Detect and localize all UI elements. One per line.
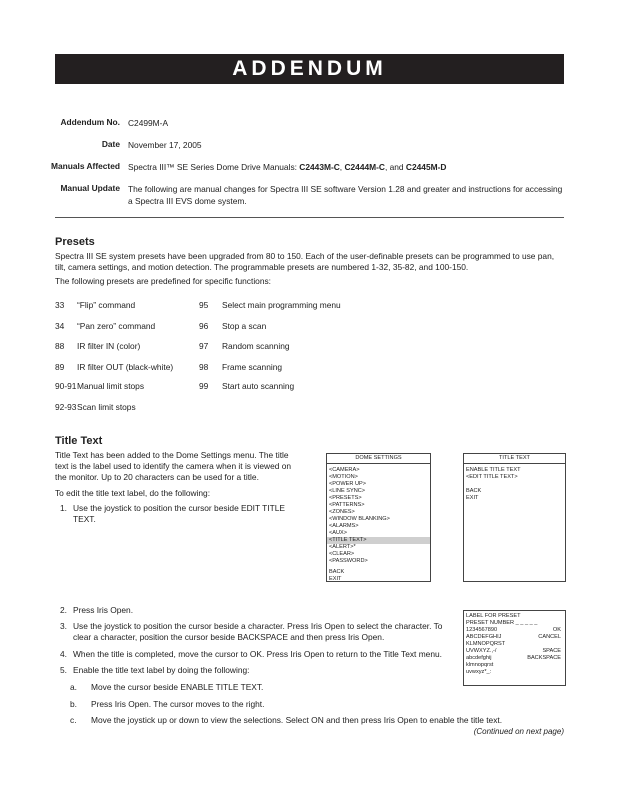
menu-item-enable-title-text[interactable]: ENABLE TITLE TEXT — [466, 467, 521, 473]
presets-paragraph: Spectra III SE system presets have been upgraded from 80 to 150. Each of the user-definable presets can be programmed to use pan, tilt, camera settings, and motion detection. The programmable presets are numbered 1-32, 35-82, and 100-150. — [55, 251, 555, 272]
manuals-prefix: Spectra III™ SE Series Dome Drive Manuals: — [128, 162, 300, 172]
preset-description: Start auto scanning — [222, 381, 295, 391]
character-row — [464, 662, 565, 669]
preset-description: IR filter IN (color) — [77, 341, 141, 351]
title-text-header: TITLE TEXT — [464, 454, 565, 464]
manual-separator: , and — [384, 162, 406, 172]
space-option[interactable]: SPACE — [542, 648, 561, 654]
menu-item-back[interactable]: BACK — [466, 488, 482, 494]
menu-item-aux[interactable]: <AUX> — [329, 530, 348, 536]
substep-text: Press Iris Open. The cursor moves to the right. — [91, 699, 265, 709]
preset-description: IR filter OUT (black-white) — [77, 362, 174, 372]
menu-item-password[interactable]: <PASSWORD> — [329, 558, 368, 564]
continued-note: (Continued on next page) — [473, 727, 564, 736]
preset-number: 89 — [55, 362, 65, 372]
date-label: Date — [101, 139, 120, 149]
step-number: 1. — [60, 503, 67, 513]
step-number: 2. — [60, 605, 67, 615]
title-text-heading: Title Text — [55, 435, 103, 447]
presets-heading: Presets — [55, 236, 95, 248]
cancel-option[interactable]: CANCEL — [538, 634, 561, 640]
dome-settings-menu — [326, 453, 431, 582]
character-row — [464, 641, 565, 648]
preset-number-field[interactable]: PRESET NUMBER _ _ _ _ _ — [466, 620, 538, 626]
title-text-paragraph: Title Text has been added to the Dome Settings menu. The title text is the label used to identify the camera when it is viewed on the monitor. Up to 20 characters can be used for a title. — [55, 450, 292, 482]
preset-number: 98 — [199, 362, 209, 372]
menu-item-clear[interactable]: <CLEAR> — [329, 551, 355, 557]
dome-settings-header: DOME SETTINGS — [327, 454, 430, 464]
preset-description: Frame scanning — [222, 362, 283, 372]
substep-letter: c. — [70, 715, 77, 725]
preset-description: “Pan zero” command — [77, 321, 156, 331]
manual-number: C2444M-C — [344, 162, 385, 172]
character-row — [464, 634, 565, 641]
title-text-menu — [463, 453, 566, 582]
preset-description: Manual limit stops — [77, 381, 145, 391]
menu-item-window-blanking[interactable]: <WINDOW BLANKING> — [329, 516, 390, 522]
step-text: Press Iris Open. — [73, 605, 134, 615]
preset-number: 88 — [55, 341, 65, 351]
date-value: November 17, 2005 — [128, 140, 202, 150]
menu-item-exit[interactable]: EXIT — [329, 576, 342, 582]
character-row — [464, 627, 565, 634]
preset-description: Random scanning — [222, 341, 290, 351]
preset-description: Select main programming menu — [222, 300, 341, 310]
step-text: Use the joystick to position the cursor beside EDIT TITLE TEXT. — [73, 503, 285, 524]
manual-separator: , — [339, 162, 345, 172]
character-row — [464, 648, 565, 655]
manual-update-label: Manual Update — [60, 183, 120, 193]
menu-item-title-text[interactable]: <TITLE TEXT> — [327, 537, 430, 544]
preset-number: 90-91 — [55, 381, 77, 391]
preset-number: 34 — [55, 321, 65, 331]
step-number: 5. — [60, 665, 67, 675]
label-menu-title: LABEL FOR PRESET — [466, 613, 521, 619]
addendum-number-label: Addendum No. — [60, 117, 120, 127]
menu-item-alert[interactable]: <ALERT>* — [329, 544, 356, 550]
presets-intro: The following presets are predefined for specific functions: — [55, 276, 272, 286]
preset-description: Scan limit stops — [77, 402, 136, 412]
menu-item-line-sync[interactable]: <LINE SYNC> — [329, 488, 366, 494]
character-set[interactable]: UVWXYZ.,-/ — [466, 648, 497, 654]
menu-item-alarms[interactable]: <ALARMS> — [329, 523, 359, 529]
preset-description: Stop a scan — [222, 321, 267, 331]
preset-number: 99 — [199, 381, 209, 391]
character-set[interactable]: klmnopqrst — [466, 662, 494, 668]
preset-description: “Flip” command — [77, 300, 136, 310]
preset-number: 92-93 — [55, 402, 77, 412]
menu-item-camera[interactable]: <CAMERA> — [329, 467, 360, 473]
character-set[interactable]: KLMNOPQRST — [466, 641, 506, 647]
preset-number: 97 — [199, 341, 209, 351]
menu-item-edit-title-text[interactable]: <EDIT TITLE TEXT> — [466, 474, 518, 480]
menu-item-back[interactable]: BACK — [329, 569, 345, 575]
substep-letter: b. — [70, 699, 77, 709]
substep-text: Move the cursor beside ENABLE TITLE TEXT. — [91, 682, 264, 692]
ok-option[interactable]: OK — [552, 627, 561, 633]
manual-number: C2443M-C — [299, 162, 340, 172]
character-set[interactable]: 1234567890 — [466, 627, 498, 633]
step-number: 4. — [60, 649, 67, 659]
manuals-affected-value — [128, 161, 564, 173]
title-text-intro: To edit the title text label, do the following: — [55, 488, 211, 498]
menu-item-motion[interactable]: <MOTION> — [329, 474, 358, 480]
character-set[interactable]: uvwxyz*_: — [466, 669, 492, 675]
step-number: 3. — [60, 621, 67, 631]
character-row — [464, 655, 565, 662]
character-row — [464, 669, 565, 676]
step-text: When the title is completed, move the cursor to OK. Press Iris Open to return to the Title Text menu. — [73, 649, 442, 659]
substep-letter: a. — [70, 682, 77, 692]
step-text: Use the joystick to position the cursor beside a character. Press Iris Open to select the character. To clear a character, position the cursor beside BACKSPACE and then press Iris Open. — [73, 621, 443, 642]
label-for-preset-menu — [463, 610, 566, 686]
backspace-option[interactable]: BACKSPACE — [527, 655, 561, 661]
preset-number: 96 — [199, 321, 209, 331]
divider — [55, 217, 564, 218]
character-set[interactable]: abcdefghij — [466, 655, 492, 661]
preset-number: 33 — [55, 300, 65, 310]
menu-item-exit[interactable]: EXIT — [466, 495, 479, 501]
menu-item-patterns[interactable]: <PATTERNS> — [329, 502, 365, 508]
step-text: Enable the title text label by doing the following: — [73, 665, 250, 675]
menu-item-zones[interactable]: <ZONES> — [329, 509, 355, 515]
menu-item-power-up[interactable]: <POWER UP> — [329, 481, 366, 487]
manual-update-value: The following are manual changes for Spectra III SE software Version 1.28 and greater and instructions for accessing a Spectra III EVS dome system. — [128, 184, 563, 206]
addendum-banner: ADDENDUM — [55, 54, 564, 84]
manuals-affected-label: Manuals Affected — [50, 161, 120, 171]
preset-number: 95 — [199, 300, 209, 310]
substep-text: Move the joystick up or down to view the selections. Select ON and then press Iris Open to enable the title text. — [91, 715, 503, 725]
addendum-number-value: C2499M-A — [128, 118, 169, 128]
manual-number: C2445M-D — [405, 162, 447, 172]
menu-item-presets[interactable]: <PRESETS> — [329, 495, 362, 501]
character-set[interactable]: ABCDEFGHIJ — [466, 634, 502, 640]
